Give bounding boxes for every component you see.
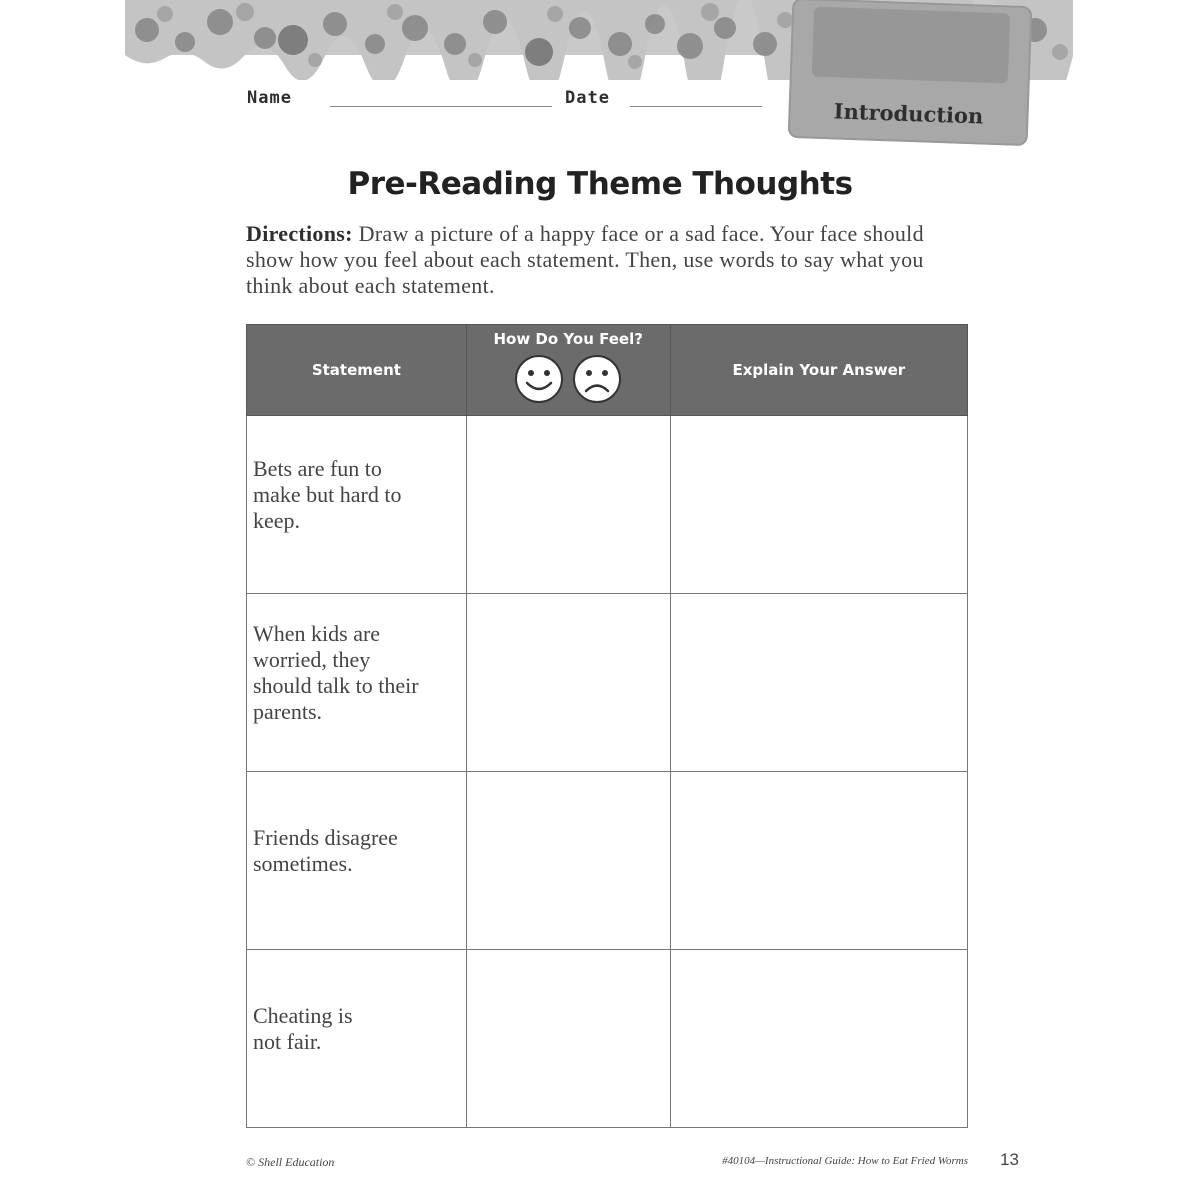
happy-face-icon bbox=[514, 354, 564, 404]
date-label: Date bbox=[565, 88, 610, 108]
face-answer-cell[interactable] bbox=[466, 772, 670, 950]
statement-text: Cheating is not fair. bbox=[253, 1002, 353, 1054]
statement-cell bbox=[247, 594, 467, 772]
statement-text: Friends disagree sometimes. bbox=[253, 824, 398, 876]
footer-source: #40104—Instructional Guide: How to Eat Fried Worms bbox=[722, 1155, 968, 1167]
section-tab-texture bbox=[812, 7, 1010, 84]
footer-copyright: © Shell Education bbox=[246, 1155, 335, 1169]
explain-answer-cell[interactable] bbox=[670, 594, 967, 772]
statement-cell bbox=[247, 950, 467, 1128]
face-answer-cell[interactable] bbox=[466, 594, 670, 772]
statement-cell bbox=[247, 772, 467, 950]
directions-text: Draw a picture of a happy face or a sad face. Your face should show how you feel about each statement. Then, use words to say what you think about each statement. bbox=[246, 221, 924, 298]
face-answer-cell[interactable] bbox=[466, 416, 670, 594]
explain-answer-cell[interactable] bbox=[670, 416, 967, 594]
header-statement: Statement bbox=[247, 325, 467, 416]
page-title: Pre-Reading Theme Thoughts bbox=[347, 166, 853, 202]
section-tab-label: Introduction bbox=[833, 98, 984, 129]
directions bbox=[246, 221, 976, 299]
explain-answer-cell[interactable] bbox=[670, 772, 967, 950]
worksheet-table bbox=[246, 324, 968, 1128]
header-explain: Explain Your Answer bbox=[670, 325, 967, 416]
statement-text: When kids are worried, they should talk to their parents. bbox=[253, 620, 419, 724]
header-feel bbox=[466, 325, 670, 416]
page-number: 13 bbox=[1000, 1150, 1019, 1169]
date-field[interactable] bbox=[630, 106, 762, 107]
table-row bbox=[247, 772, 968, 950]
header-feel-label: How Do You Feel? bbox=[493, 330, 643, 348]
face-icons bbox=[467, 354, 670, 404]
sad-face-icon bbox=[572, 354, 622, 404]
statement-cell bbox=[247, 416, 467, 594]
directions-lead: Directions: bbox=[246, 221, 353, 246]
statement-text: Bets are fun to make but hard to keep. bbox=[253, 455, 402, 533]
name-label: Name bbox=[247, 88, 292, 108]
table-row bbox=[247, 950, 968, 1128]
face-answer-cell[interactable] bbox=[466, 950, 670, 1128]
name-field[interactable] bbox=[330, 106, 552, 107]
table-row bbox=[247, 594, 968, 772]
table-header-row bbox=[247, 325, 968, 416]
table-row bbox=[247, 416, 968, 594]
explain-answer-cell[interactable] bbox=[670, 950, 967, 1128]
section-tab bbox=[788, 0, 1033, 146]
